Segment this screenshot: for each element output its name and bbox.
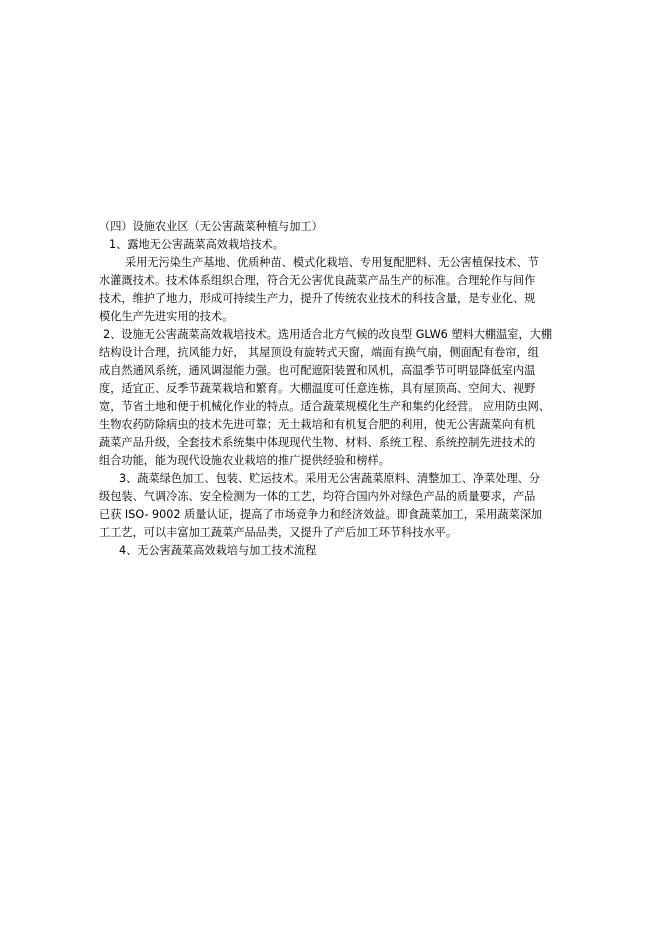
item1-line: 技术，维护了地力，形成可持续生产力，提升了传统农业技术的科技含量，是专业化、规 bbox=[99, 292, 536, 305]
item3-line: 级包装、气调冷冻、安全检测为一体的工艺，均符合国内外对绿色产品的质量要求，产品 bbox=[99, 490, 536, 503]
item2-line: 结构设计合理，抗风能力好， 其屋顶设有旋转式天窗，端面有换气扇，侧面配有卷帘，组 bbox=[99, 346, 539, 359]
item2-line: 蔬菜产品升级，全套技术系统集中体现现代生物、材料、系统工程、系统控制先进技术的 bbox=[99, 436, 536, 449]
item4-heading: 4、无公害蔬菜高效栽培与加工技术流程 bbox=[119, 544, 317, 557]
item3-line: 已获 ISO- 9002 质量认证，提高了市场竞争力和经济效益。即食蔬菜加工，采用蔬菜深加 bbox=[99, 508, 543, 521]
item2-line: 度，适宜正、反季节蔬菜栽培和繁育。大棚温度可任意连栋，具有屋顶高、空间大、视野 bbox=[99, 382, 536, 395]
item3-line: 3、蔬菜绿色加工、包装、贮运技术。采用无公害蔬菜原料、清整加工、净菜处理、分 bbox=[119, 472, 541, 485]
item2-line: 宽，节省土地和便于机械化作业的特点。适合蔬菜规模化生产和集约化经营。 应用防虫网、 bbox=[99, 400, 551, 413]
item2-line: 成自然通风系统，通风调湿能力强。也可配遮阳装置和风机，高温季节可明显降低室内温 bbox=[99, 364, 536, 377]
item2-line: 生物农药防除病虫的技术先进可靠；无土栽培和有机复合肥的利用，使无公害蔬菜向有机 bbox=[99, 418, 536, 431]
document-body bbox=[99, 218, 563, 560]
item1-line: 采用无污染生产基地、优质种苗、模式化栽培、专用复配肥料、无公害植保技术、节 bbox=[125, 256, 539, 269]
item2-line: 2、设施无公害蔬菜高效栽培技术。选用适合北方气候的改良型 GLW6 塑料大棚温室，大棚 bbox=[103, 328, 553, 341]
item1-heading: 1、露地无公害蔬菜高效栽培技术。 bbox=[109, 238, 284, 251]
item1-line: 模化生产先进实用的技术。 bbox=[99, 310, 234, 323]
section-title: （四）设施农业区（无公害蔬菜种植与加工） bbox=[99, 220, 323, 233]
item2-line: 组合功能，能为现代设施农业栽培的推广提供经验和榜样。 bbox=[99, 454, 390, 467]
item1-line: 水灌溉技术。技术体系组织合理，符合无公害优良蔬菜产品生产的标准。合理轮作与间作 bbox=[99, 274, 536, 287]
item3-line: 工工艺，可以丰富加工蔬菜产品品类，又提升了产后加工环节科技水平。 bbox=[99, 526, 458, 539]
